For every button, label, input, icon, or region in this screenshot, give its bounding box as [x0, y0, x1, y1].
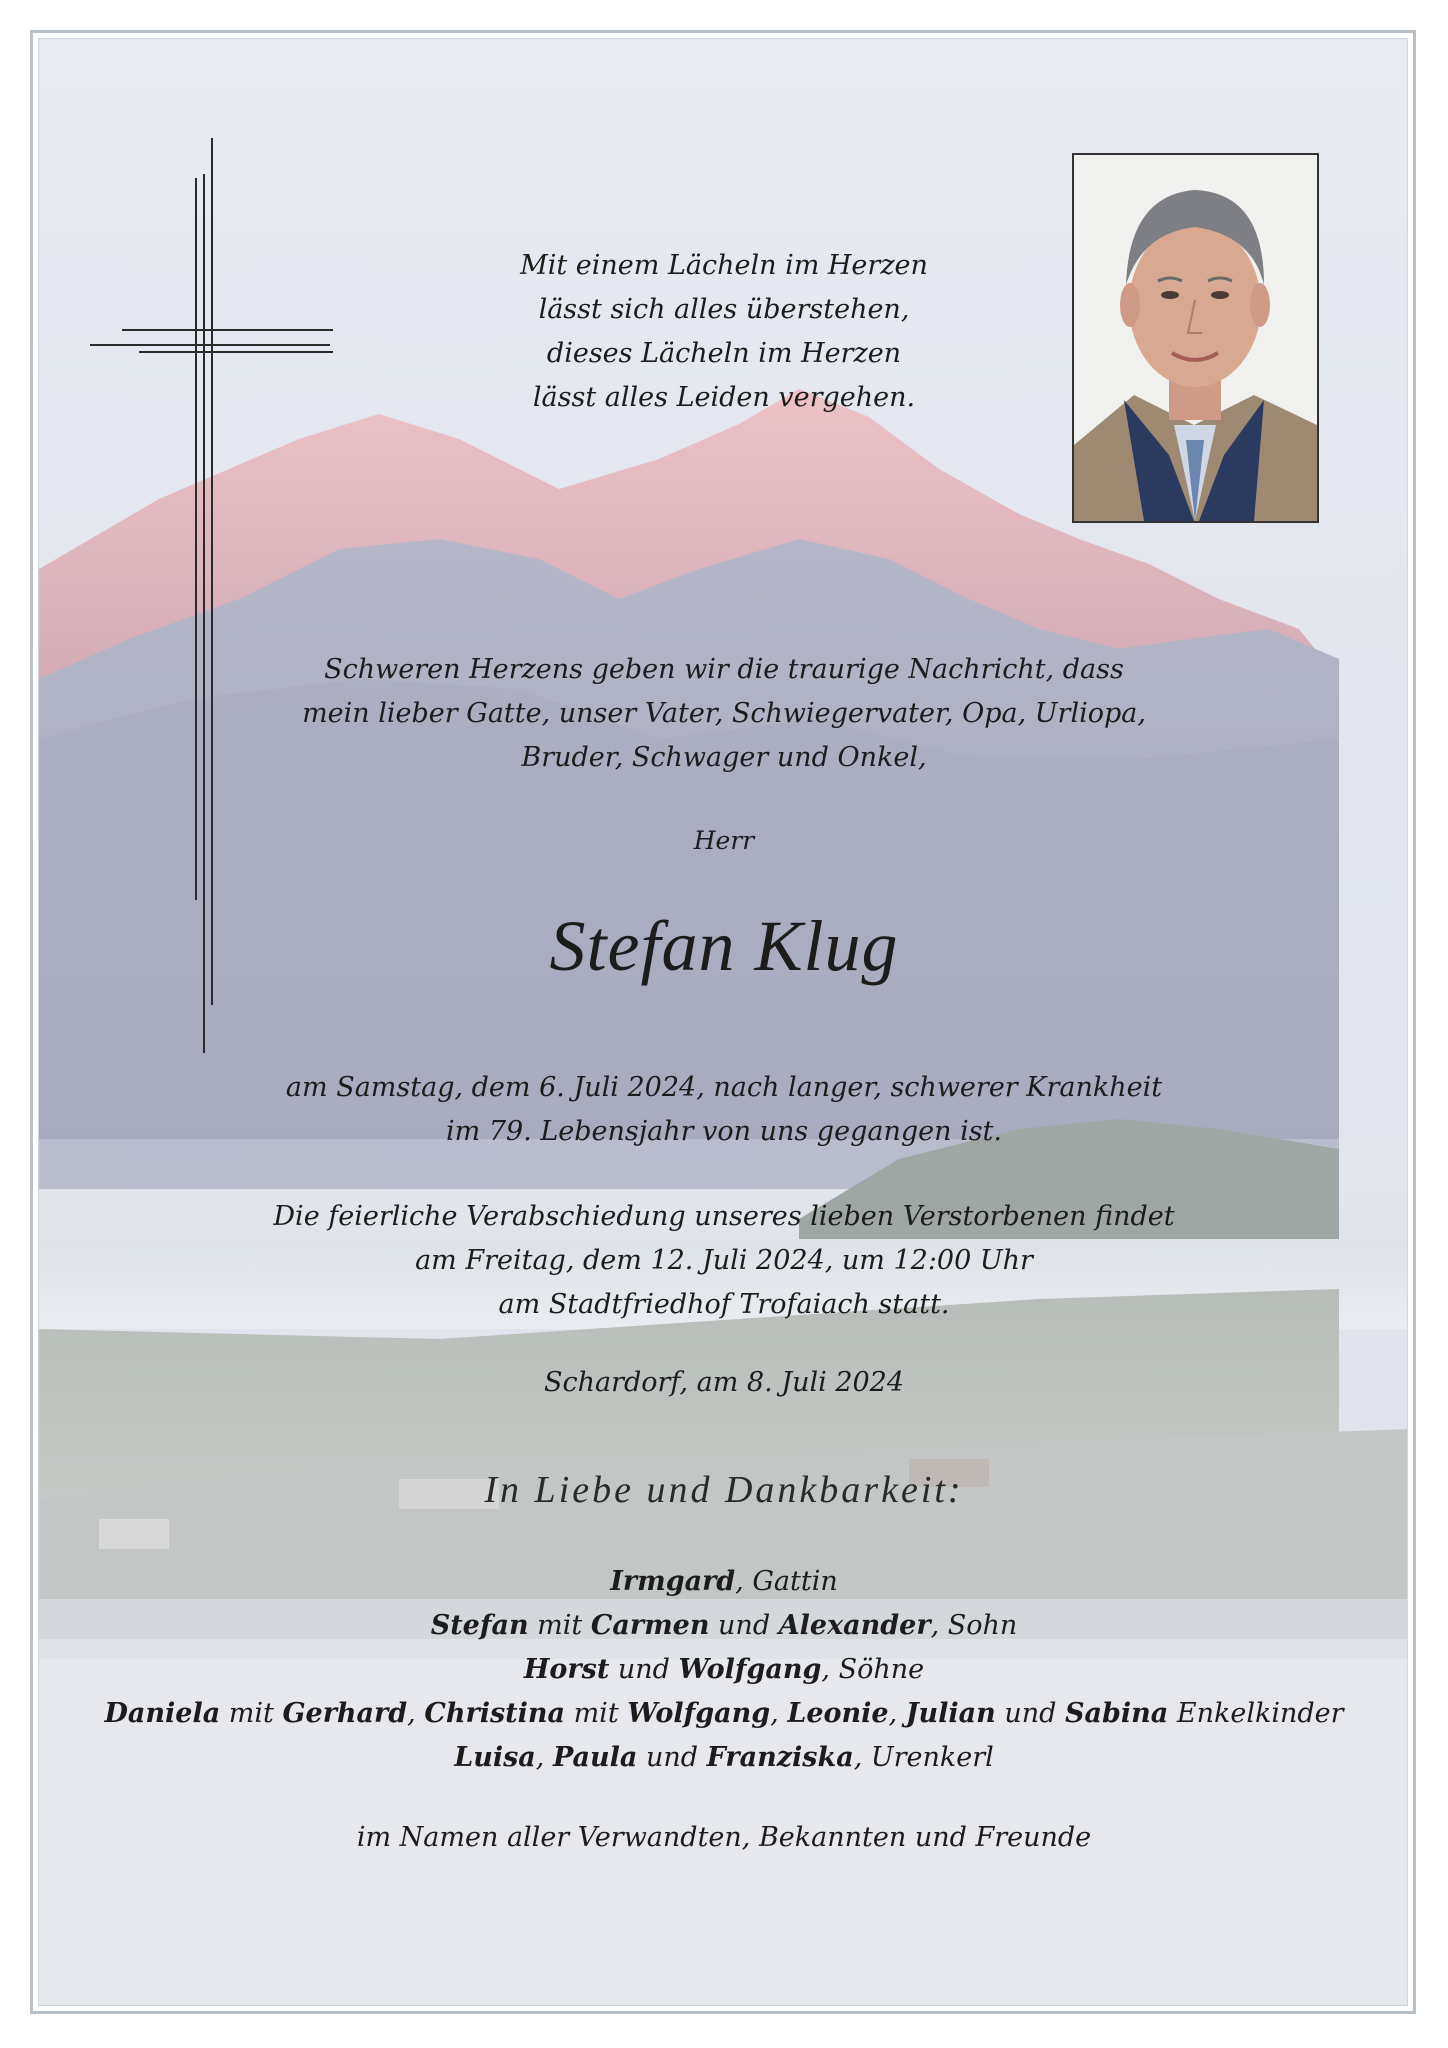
- family-name: Alexander: [778, 1610, 931, 1641]
- intro-line: Schweren Herzens geben wir die traurige Nachricht, dass: [324, 654, 1124, 685]
- family-name: Christina: [424, 1698, 565, 1729]
- family-relation: Enkelkinder: [1168, 1698, 1344, 1729]
- poem-line: lässt sich alles überstehen,: [538, 294, 910, 325]
- family-name: Leonie: [787, 1698, 889, 1729]
- place-and-date: Schardorf, am 8. Juli 2024: [543, 1367, 905, 1398]
- family-name: Wolfgang: [678, 1654, 822, 1685]
- family-name: Paula: [552, 1742, 638, 1773]
- family-name: Stefan: [430, 1610, 529, 1641]
- family-name: Franziska: [706, 1742, 854, 1773]
- family-connector: und: [637, 1742, 707, 1773]
- family-connector: ,: [888, 1698, 906, 1729]
- funeral-line: Die feierliche Verabschiedung unseres lieben Verstorbenen findet: [273, 1201, 1175, 1232]
- death-line: am Samstag, dem 6. Juli 2024, nach langer, schwerer Krankheit: [285, 1072, 1163, 1103]
- funeral-notice: [0, 1195, 1448, 1327]
- family-connector: und: [995, 1698, 1066, 1729]
- family-name: Sabina: [1065, 1698, 1169, 1729]
- family-name: Daniela: [104, 1698, 221, 1729]
- family-name: Luisa: [454, 1742, 536, 1773]
- family-name: Horst: [523, 1654, 610, 1685]
- family-line-son: [0, 1604, 1448, 1648]
- family-connector: und: [609, 1654, 679, 1685]
- deceased-name: Stefan Klug: [549, 906, 899, 986]
- announcement-intro: [0, 648, 1448, 780]
- intro-line: mein lieber Gatte, unser Vater, Schwiegervater, Opa, Urliopa,: [302, 698, 1146, 729]
- family-name: Carmen: [590, 1610, 710, 1641]
- poem-line: dieses Lächeln im Herzen: [546, 338, 902, 369]
- family-connector: mit: [565, 1698, 628, 1729]
- poem-line: Mit einem Lächeln im Herzen: [520, 250, 928, 281]
- funeral-line: am Freitag, dem 12. Juli 2024, um 12:00 Uhr: [415, 1245, 1033, 1276]
- family-line-spouse: [0, 1560, 1448, 1604]
- thanks-heading: In Liebe und Dankbarkeit:: [484, 1469, 964, 1511]
- family-relation: , Sohn: [930, 1610, 1018, 1641]
- family-relation: , Gattin: [735, 1566, 838, 1597]
- family-list: [0, 1560, 1448, 1780]
- closing-line: im Namen aller Verwandten, Bekannten und Freunde: [356, 1822, 1092, 1853]
- death-notice: [0, 1066, 1448, 1154]
- death-line: im 79. Lebensjahr von uns gegangen ist.: [446, 1116, 1002, 1147]
- poem-text: [0, 244, 1448, 420]
- family-connector: mit: [220, 1698, 283, 1729]
- family-name: Julian: [905, 1698, 996, 1729]
- family-line-great-grandchildren: [0, 1736, 1448, 1780]
- family-name: Gerhard: [282, 1698, 408, 1729]
- family-connector: und: [709, 1610, 779, 1641]
- family-connector: ,: [407, 1698, 425, 1729]
- funeral-line: am Stadtfriedhof Trofaiach statt.: [498, 1289, 950, 1320]
- family-line-grandchildren: [0, 1692, 1448, 1736]
- family-connector: mit: [528, 1610, 591, 1641]
- family-connector: ,: [535, 1742, 553, 1773]
- family-line-sons: [0, 1648, 1448, 1692]
- family-relation: , Urenkerl: [853, 1742, 994, 1773]
- family-name: Wolfgang: [627, 1698, 771, 1729]
- family-name: Irmgard: [610, 1566, 736, 1597]
- intro-line: Bruder, Schwager und Onkel,: [521, 742, 927, 773]
- salutation: Herr: [693, 826, 755, 855]
- family-connector: ,: [770, 1698, 788, 1729]
- family-relation: , Söhne: [821, 1654, 925, 1685]
- poem-line: lässt alles Leiden vergehen.: [532, 382, 916, 413]
